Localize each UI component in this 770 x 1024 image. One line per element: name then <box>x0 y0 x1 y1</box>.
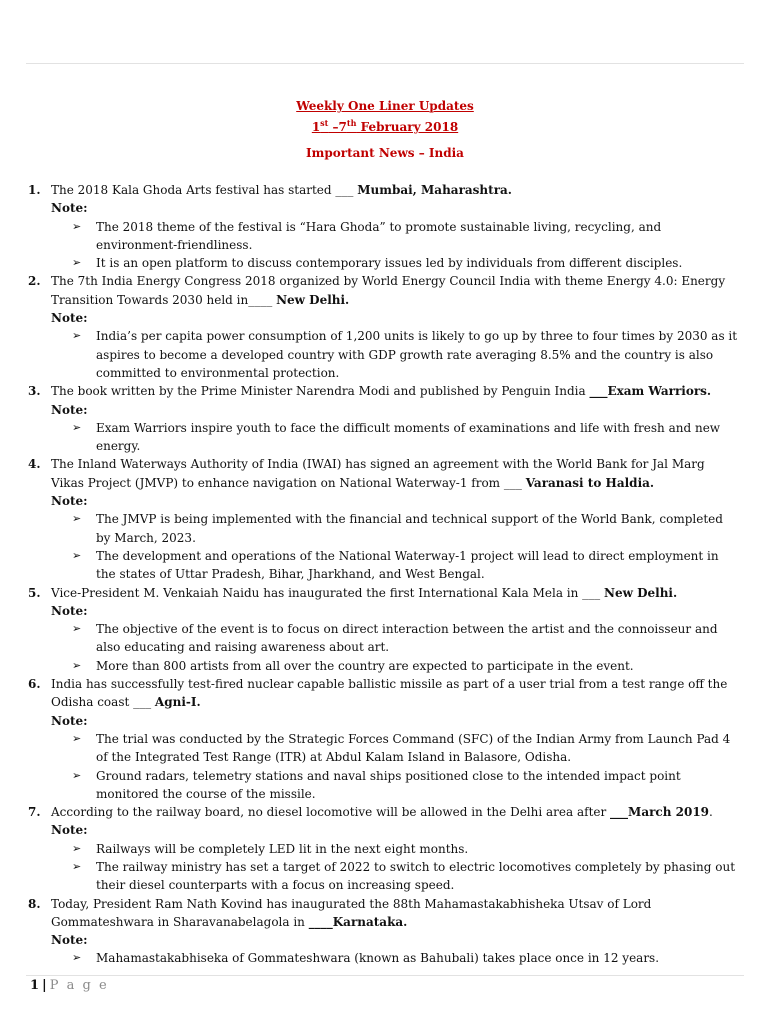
news-item <box>26 181 738 272</box>
note-bullet <box>51 218 738 255</box>
arrow-bullet-icon: ➢ <box>72 768 82 782</box>
note-label: Note: <box>51 402 88 417</box>
answer-text: Mumbai, Maharashtra. <box>357 183 512 197</box>
item-number: 3. <box>28 384 41 399</box>
note-text: The trial was conducted by the Strategic Forces Command (SFC) of the Indian Army from Launch Pad 4 of the Integrated Test Range (ITR) at Abdul Kalam Island in Balasore, Odisha. <box>96 731 731 765</box>
note-text: It is an open platform to discuss contemporary issues led by individuals from different disciples. <box>96 256 683 271</box>
note-label: Note: <box>51 713 88 728</box>
answer-suffix: . <box>709 805 713 820</box>
arrow-bullet-icon: ➢ <box>72 548 82 562</box>
news-item <box>26 803 738 894</box>
item-question <box>51 382 738 400</box>
note-bullet <box>51 510 738 547</box>
item-question <box>51 181 738 199</box>
note-text: The development and operations of the National Waterway-1 project will lead to direct employment in the states of Uttar Pradesh, Bihar, Jharkhand, and West Bengal. <box>96 548 719 582</box>
note-text: Mahamastakabhiseka of Gommateshwara (known as Bahubali) takes place once in 12 years. <box>96 951 660 966</box>
note-bullet <box>51 419 738 456</box>
news-item <box>26 584 738 675</box>
arrow-bullet-icon: ➢ <box>72 658 82 672</box>
item-number: 7. <box>28 805 41 820</box>
note-label: Note: <box>51 311 88 326</box>
document-title: Weekly One Liner Updates <box>296 99 474 113</box>
note-text: Railways will be completely LED lit in the next eight months. <box>96 841 469 856</box>
note-list <box>51 218 738 273</box>
answer-text: ___Exam Warriors. <box>589 384 712 399</box>
footer-rule <box>26 975 744 976</box>
item-question <box>51 803 738 821</box>
page-number: 1 <box>30 978 40 993</box>
note-bullet <box>51 840 738 858</box>
item-number: 5. <box>28 585 41 600</box>
answer-text: Varanasi to Haldia. <box>525 475 655 490</box>
arrow-bullet-icon: ➢ <box>72 841 82 855</box>
question-text: The 2018 Kala Ghoda Arts festival has started ___ <box>51 183 358 197</box>
item-number: 1. <box>28 183 41 197</box>
item-question <box>51 455 738 492</box>
note-list <box>51 840 738 895</box>
question-text: Vice-President M. Venkaiah Naidu has inaugurated the first International Kala Mela in ___ <box>51 585 604 600</box>
note-text: The railway ministry has set a target of 2022 to switch to electric locomotives completely by phasing out their diesel counterparts with a focus on increasing speed. <box>96 859 736 893</box>
note-label: Note: <box>51 823 88 838</box>
news-item <box>26 272 738 382</box>
note-text: India’s per capita power consumption of 1,200 units is likely to go up by three to four times by 2030 as it aspires to become a developed country with GDP growth rate averaging 8.5% and the country is also committed to environmental protection. <box>96 329 738 380</box>
news-item <box>26 455 738 583</box>
item-number: 2. <box>28 274 41 289</box>
question-text: Today, President Ram Nath Kovind has inaugurated the 88th Mahamastakabhisheka Utsav of Lord Gommateshwara in Sharavanabelagola in <box>51 896 652 929</box>
note-bullet <box>51 949 738 967</box>
note-text: Ground radars, telemetry stations and naval ships positioned close to the intended impact point monitored the course of the missile. <box>96 768 681 801</box>
note-bullet <box>51 657 738 675</box>
arrow-bullet-icon: ➢ <box>72 420 82 434</box>
note-bullet <box>51 730 738 767</box>
arrow-bullet-icon: ➢ <box>72 859 82 873</box>
note-label: Note: <box>51 494 88 509</box>
date-range: 1st –7th February 2018 <box>311 118 459 134</box>
note-bullet <box>51 254 738 272</box>
news-item <box>26 895 738 968</box>
item-question <box>51 895 738 932</box>
answer-text: ___March 2019 <box>610 805 710 820</box>
note-label: Note: <box>51 603 88 618</box>
arrow-bullet-icon: ➢ <box>72 951 82 965</box>
note-text: The JMVP is being implemented with the financial and technical support of the World Bank, completed by March, 2023. <box>96 512 723 545</box>
note-list <box>51 949 738 967</box>
question-text: According to the railway board, no diesel locomotive will be allowed in the Delhi area after <box>51 805 611 820</box>
news-item <box>26 382 738 455</box>
item-number: 4. <box>28 457 41 472</box>
item-number: 6. <box>28 677 41 692</box>
note-bullet <box>51 858 738 895</box>
answer-text: New Delhi. <box>604 585 678 600</box>
item-number: 8. <box>28 896 41 911</box>
note-bullet <box>51 327 738 382</box>
page-separator: | <box>42 978 47 993</box>
note-text: More than 800 artists from all over the country are expected to participate in the event. <box>96 658 634 673</box>
answer-text: ____Karnataka. <box>308 914 408 929</box>
note-list <box>51 510 738 583</box>
document-header <box>0 98 770 136</box>
arrow-bullet-icon: ➢ <box>72 622 82 636</box>
question-text: The book written by the Prime Minister Narendra Modi and published by Penguin India <box>51 384 590 399</box>
note-label: Note: <box>51 201 88 216</box>
question-text: The 7th India Energy Congress 2018 organized by World Energy Council India with theme Energy 4.0: Energy Transition Towards 2030 held in____ <box>51 274 726 307</box>
page-footer <box>30 978 109 993</box>
arrow-bullet-icon: ➢ <box>72 731 82 745</box>
item-question <box>51 272 738 309</box>
note-list <box>51 620 738 675</box>
note-label: Note: <box>51 933 88 948</box>
note-bullet <box>51 547 738 584</box>
note-bullet <box>51 620 738 657</box>
question-text: The Inland Waterways Authority of India (IWAI) has signed an agreement with the World Bank for Jal Marg Vikas Project (JMVP) to enhance navigation on National Waterway-1 from ___ <box>51 457 705 490</box>
section-title: Important News – India <box>306 146 464 160</box>
answer-text: New Delhi. <box>276 292 350 307</box>
note-bullet <box>51 767 738 804</box>
page-label: P a g e <box>49 978 109 993</box>
note-list <box>51 327 738 382</box>
news-list <box>26 181 738 968</box>
answer-text: Agni-I. <box>154 695 201 710</box>
note-text: Exam Warriors inspire youth to face the difficult moments of examinations and life with fresh and new energy. <box>96 420 721 454</box>
note-list <box>51 730 738 803</box>
item-question <box>51 584 738 602</box>
question-text: India has successfully test-fired nuclear capable ballistic missile as part of a user trial from a test range off the Odisha coast ___ <box>51 677 728 710</box>
arrow-bullet-icon: ➢ <box>72 219 82 233</box>
arrow-bullet-icon: ➢ <box>72 512 82 526</box>
top-rule <box>26 63 744 64</box>
note-text: The 2018 theme of the festival is “Hara Ghoda” to promote sustainable living, recycling, and environment-friendliness. <box>96 219 662 252</box>
news-item <box>26 675 738 803</box>
arrow-bullet-icon: ➢ <box>72 329 82 343</box>
item-question <box>51 675 738 712</box>
note-text: The objective of the event is to focus on direct interaction between the artist and the connoisseur and also educating and raising awareness about art. <box>96 622 718 655</box>
note-list <box>51 419 738 456</box>
arrow-bullet-icon: ➢ <box>72 256 82 270</box>
